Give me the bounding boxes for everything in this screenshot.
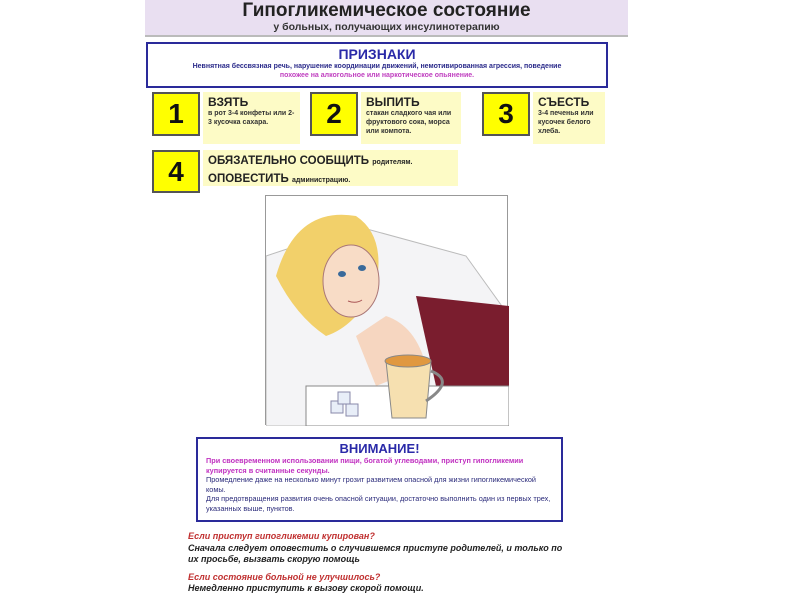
attention-p1: При своевременном использовании пищи, богатой углеводами, приступ гипогликемии купируется в считанные секунды.: [206, 456, 524, 475]
step4-line1-small: родителям.: [372, 159, 413, 166]
attention-p2: Промедление даже на несколько минут грозит развитием опасной для жизни гипогликемической комы.: [206, 475, 537, 494]
step-3: [533, 92, 605, 144]
step-title: ВЗЯТЬ: [208, 95, 249, 109]
step-2: [361, 92, 461, 144]
header: [145, 0, 628, 37]
illustration-girl-with-tea: [265, 195, 508, 425]
step-number-2: 2: [310, 92, 358, 136]
faq-question: Если состояние больной не улучшилось?: [188, 571, 381, 582]
step-desc: 3-4 печенья или кусочек белого хлеба.: [538, 110, 594, 135]
faq-answer: Сначала следует оповестить о случившемся приступе родителей, и только по их просьбе, вызвать скорую помощь: [188, 542, 563, 564]
step-4: [203, 150, 458, 186]
step-number-3: 3: [482, 92, 530, 136]
attention-title: ВНИМАНИЕ!: [339, 441, 420, 456]
signs-title: ПРИЗНАКИ: [338, 46, 416, 62]
signs-highlight: похожее на алкогольное или наркотическое опьянение.: [279, 72, 475, 79]
faq: [188, 531, 568, 595]
page-subtitle: у больных, получающих инсулинотерапию: [273, 21, 500, 33]
signs-box: [146, 42, 608, 88]
step4-line2-small: администрацию.: [291, 177, 351, 184]
attention-box: [196, 437, 563, 522]
page-title: Гипогликемическое состояние: [242, 0, 531, 21]
step-number-1: 1: [152, 92, 200, 136]
signs-text: Невнятная бессвязная речь, нарушение координации движений, немотивированная агрессия, поведение: [192, 63, 562, 70]
attention-p3: Для предотвращения развития очень опасной ситуации, достаточно выполнить один из первых трех, указанных выше, пунктов.: [206, 494, 551, 513]
step-desc: в рот 3-4 конфеты или 2-3 кусочка сахара.: [208, 110, 295, 126]
step4-line2: ОПОВЕСТИТЬ: [208, 173, 289, 185]
step-1: [203, 92, 300, 144]
step-title: ВЫПИТЬ: [366, 95, 420, 109]
step-number-4: 4: [152, 150, 200, 193]
faq-question: Если приступ гипогликемии купирован?: [188, 531, 375, 541]
step-title: СЪЕСТЬ: [538, 95, 590, 109]
faq-answer: Немедленно приступить к вызову скорой помощи.: [188, 583, 424, 593]
step-desc: стакан сладкого чая или фруктового сока, морса или компота.: [366, 110, 452, 135]
step4-line1: ОБЯЗАТЕЛЬНО СООБЩИТЬ: [208, 155, 370, 167]
